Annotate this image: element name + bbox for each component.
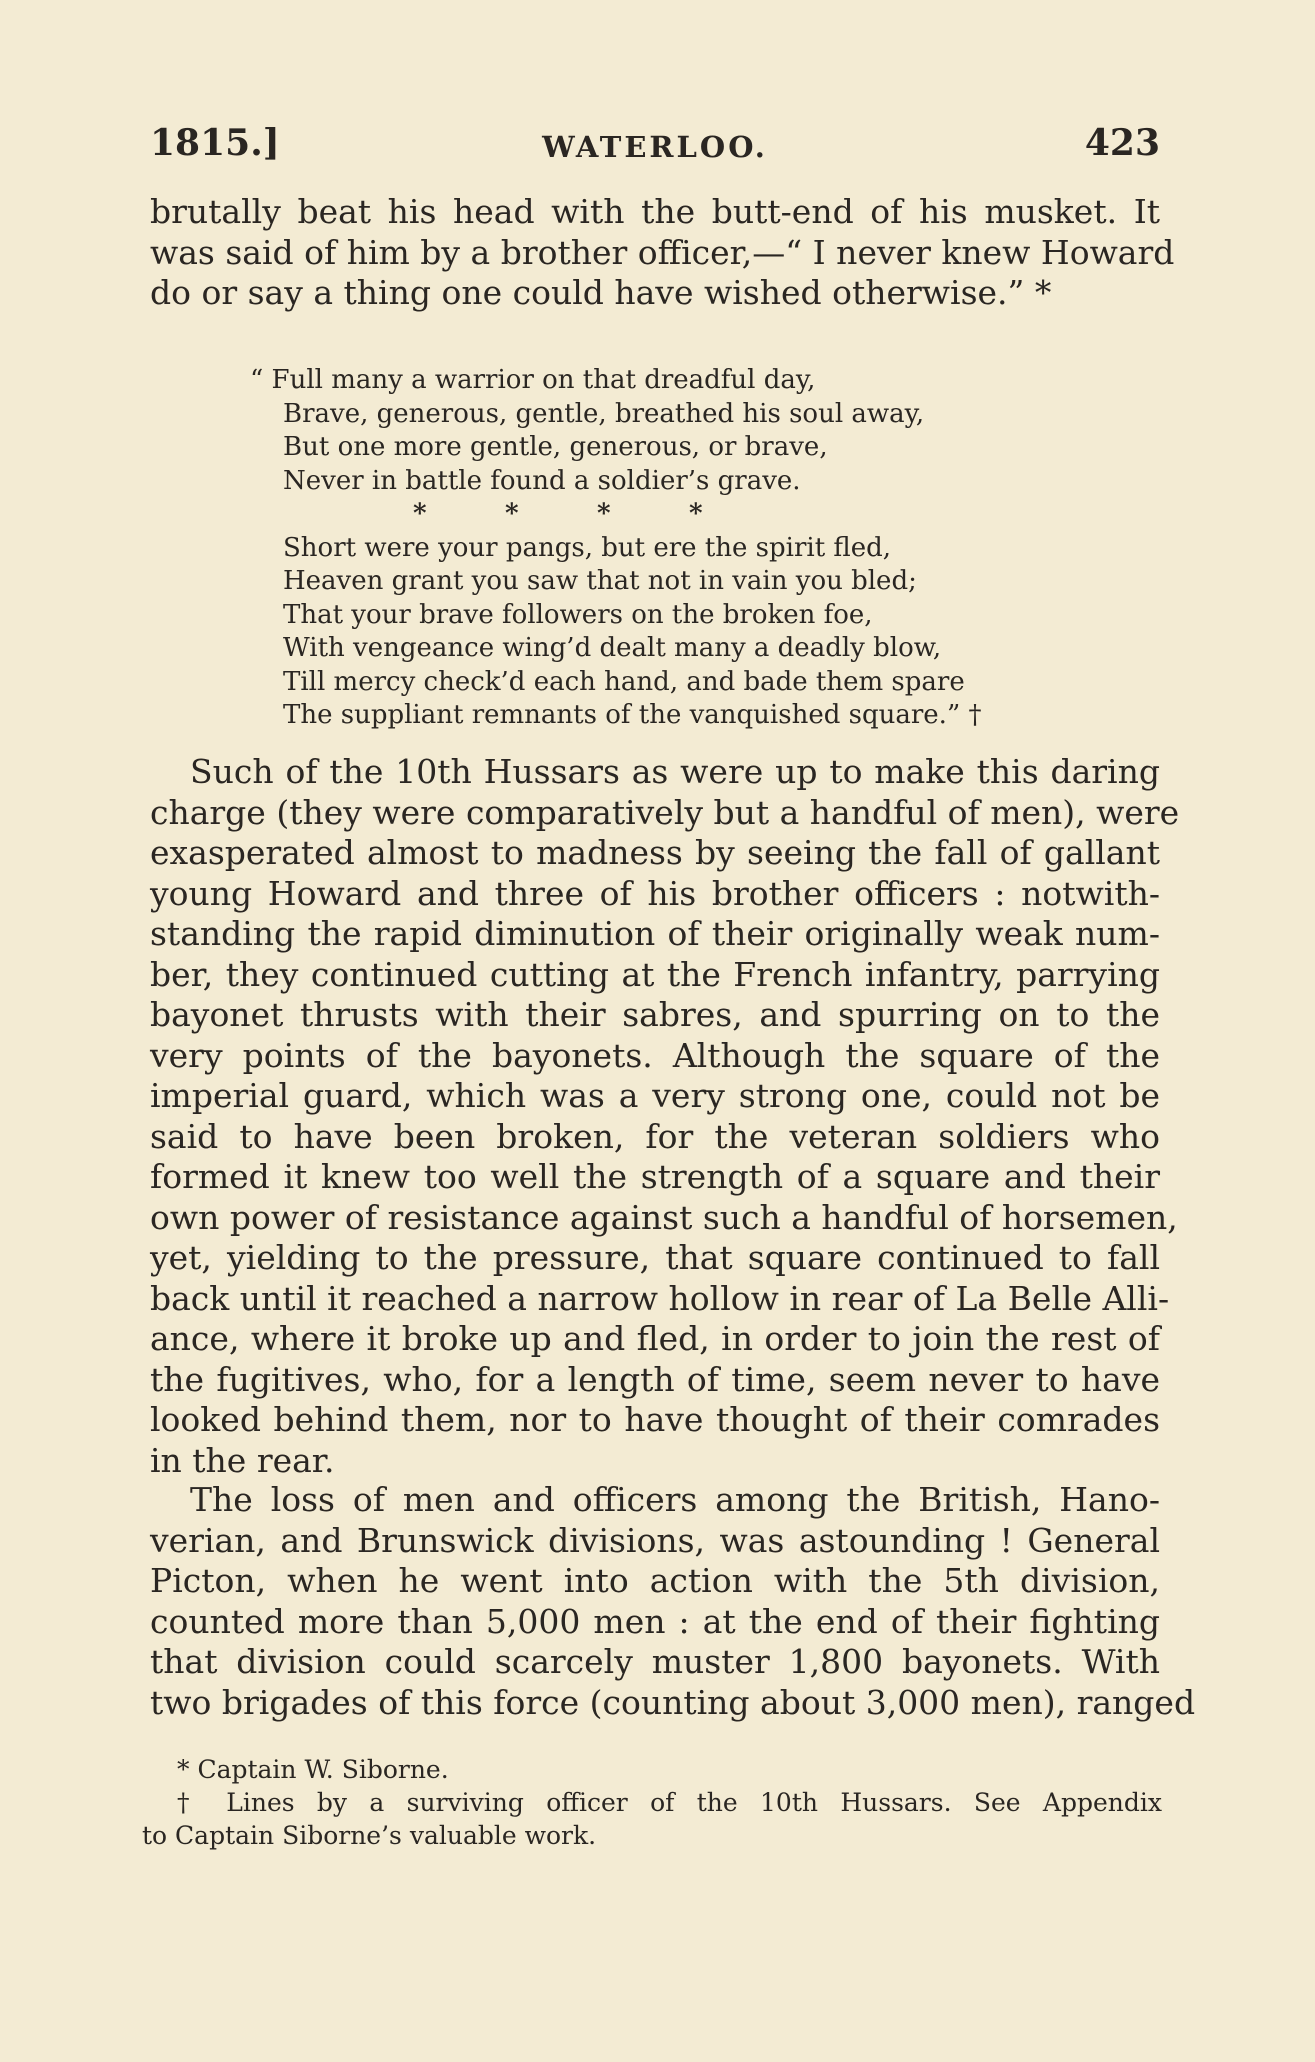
poem-line: Never in battle found a soldier’s grave. [283, 465, 801, 496]
text-line: Such of the 10th Hussars as were up to make this daring [190, 752, 1160, 791]
text-line: do or say a thing one could have wished otherwise.” * [150, 273, 1052, 312]
text-line: standing the rapid diminution of their originally weak num- [150, 914, 1160, 953]
asterisk: * [597, 499, 611, 529]
text-line: two brigades of this force (counting about 3,000 men), ranged [150, 1682, 1196, 1722]
footnotes [142, 1753, 1162, 1852]
poem-line: Till mercy check’d each hand, and bade them spare [283, 666, 965, 697]
paragraph-1 [150, 192, 1175, 314]
text-line: young Howard and three of his brother officers : notwith- [150, 873, 1160, 913]
paragraph-2 [150, 752, 1180, 1481]
asterisk: * [505, 499, 519, 529]
text-line: the fugitives, who, for a length of time, seem never to have [150, 1359, 1160, 1399]
text-line: ance, where it broke up and fled, in order to join the rest of [150, 1319, 1160, 1358]
text-line: counted more than 5,000 men : at the end of their fighting [150, 1601, 1160, 1641]
text-line: The loss of men and officers among the British, Hano- [190, 1480, 1160, 1519]
text-line: exasperated almost to madness by seeing the fall of gallant [150, 833, 1160, 872]
text-line: verian, and Brunswick divisions, was astounding ! General [150, 1520, 1160, 1560]
text-line: was said of him by a brother officer,—“ I never knew Howard [150, 232, 1175, 272]
paragraph-3 [150, 1480, 1196, 1723]
poem-line: But one more gentle, generous, or brave, [283, 432, 828, 462]
text-line: said to have been broken, for the veteran soldiers who [150, 1116, 1160, 1156]
asterisk: * [689, 499, 703, 529]
text-line: own power of resistance against such a handful of horsemen, [150, 1197, 1178, 1237]
text-line: bayonet thrusts with their sabres, and spurring on to the [150, 995, 1160, 1034]
text-line: back until it reached a narrow hollow in rear of La Belle Alli- [150, 1278, 1170, 1318]
footnote-2-continued: to Captain Siborne’s valuable work. [142, 1821, 597, 1850]
poem-line: Brave, generous, gentle, breathed his soul away, [283, 398, 925, 429]
poem-line: Heaven grant you saw that not in vain you bled; [283, 566, 917, 596]
text-line: that division could scarcely muster 1,800 bayonets. With [150, 1642, 1160, 1681]
text-line: very points of the bayonets. Although the square of the [150, 1035, 1160, 1075]
text-line: Picton, when he went into action with the 5th division, [150, 1561, 1160, 1600]
poem-line: Short were your pangs, but ere the spirit fled, [283, 532, 892, 563]
poem-line: With vengeance wing’d dealt many a deadly blow, [283, 633, 942, 663]
footnote-2: † Lines by a surviving officer of the 10th Hussars. See Appendix [177, 1788, 1162, 1817]
page-number: 423 [1084, 122, 1160, 164]
stanza-break [250, 498, 1010, 532]
running-header [150, 122, 1160, 170]
footnote-1: * Captain W. Siborne. [177, 1755, 449, 1784]
text-line: ber, they continued cutting at the French infantry, parrying [150, 954, 1160, 994]
text-line: formed it knew too well the strength of a square and their [150, 1157, 1160, 1196]
poem-quotation [250, 364, 1010, 733]
header-title: WATERLOO. [542, 130, 768, 164]
text-line: yet, yielding to the pressure, that square continued to fall [150, 1238, 1160, 1277]
poem-line: That your brave followers on the broken foe, [283, 599, 873, 630]
text-line: imperial guard, which was a very strong one, could not be [150, 1076, 1160, 1115]
text-line: brutally beat his head with the butt-end of his musket. It [150, 192, 1160, 231]
poem-line: The suppliant remnants of the vanquished square.” † [283, 700, 982, 730]
asterisk: * [413, 499, 427, 529]
text-line: charge (they were comparatively but a handful of men), were [150, 792, 1180, 832]
text-line: in the rear. [150, 1440, 335, 1480]
poem-line: “ Full many a warrior on that dreadful day, [250, 365, 816, 395]
text-line: looked behind them, nor to have thought of their comrades [150, 1400, 1160, 1439]
header-year: 1815.] [150, 122, 280, 164]
